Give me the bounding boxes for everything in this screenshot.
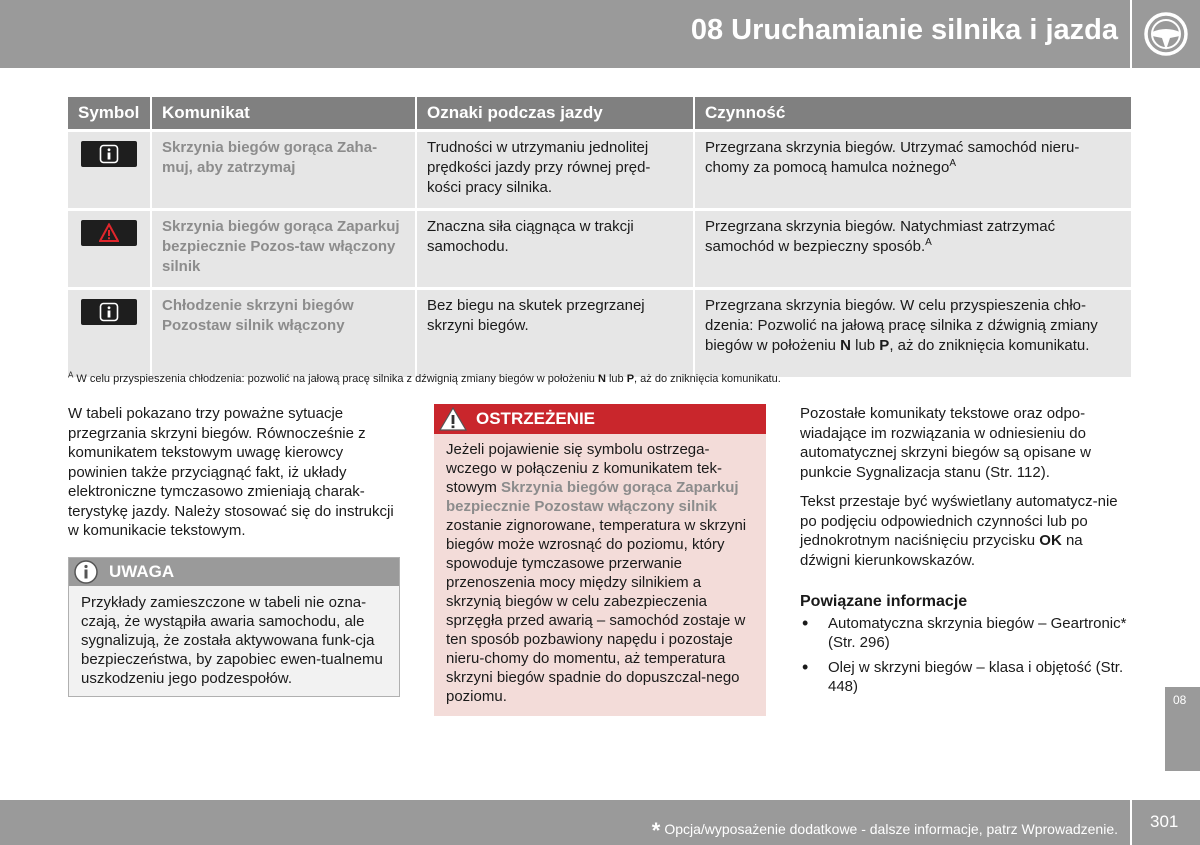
note-body: Przykłady zamieszczone w tabeli nie ozna-czają, że wystąpiła awaria samochodu, ale sygnalizują, że została aktywowana funk-cja bezpieczeństwa, by zapobiec ewen-tualnemu uszkodzeniu jego podzespołów. [81, 594, 383, 687]
intro-paragraph: W tabeli pokazano trzy poważne sytuacje przegrzania skrzyni biegów. Równocześnie z komunikatem tekstowym uwagę kierowcy powinien także przyciągnąć fakt, iż układy elektroniczne tymczasowo zmieniają charak-terystykę jazdy. Należy stosować się do instrukcji w komunikacie tekstowym. [68, 405, 394, 539]
action-cell: Przegrzana skrzynia biegów. Natychmiast zatrzymać samochód w bezpieczny sposób.$^A$ [694, 210, 1131, 289]
chapter-title: 08 Uruchamianie silnika i jazda [690, 14, 1118, 46]
related-link[interactable]: • Automatyczna skrzynia biegów – Geartronic* (Str. 296) [800, 614, 1135, 653]
info-circle-icon [73, 559, 99, 585]
related-info-list [800, 614, 1135, 697]
signs-cell: Znaczna siła ciągnąca w trakcji samochodu. [416, 210, 694, 289]
page-header [0, 0, 1130, 68]
symbol-badge [81, 141, 137, 167]
chapter-side-tab: 08 [1165, 687, 1200, 771]
note-title: UWAGA [109, 562, 175, 581]
footer-note: * Opcja/wyposażenie dodatkowe - dalsze informacje, patrz Wprowadzenie. [651, 818, 1118, 843]
right-paragraph-2: Tekst przestaje być wyświetlany automatycz-nie po podjęciu odpowiednich czynności lub po jednokrotnym naciśnięciu przycisku OK na dźwigni kierunkowskazów. [800, 493, 1118, 569]
column-header: Symbol [68, 97, 151, 131]
info-icon [99, 302, 119, 322]
related-info-title: Powiązane informacje [800, 593, 968, 610]
column-header: Oznaki podczas jazdy [416, 97, 694, 131]
message-table [68, 97, 1131, 377]
message-cell: Skrzynia biegów gorąca Zaha-muj, aby zatrzymaj [151, 131, 416, 210]
symbol-cell [68, 289, 151, 377]
symbol-cell [68, 131, 151, 210]
signs-cell: Trudności w utrzymaniu jednolitej prędkości jazdy przy równej pręd-kości pracy silnika. [416, 131, 694, 210]
message-cell: Chłodzenie skrzyni biegów Pozostaw silnik włączony [151, 289, 416, 377]
page-number: 301 [1150, 812, 1179, 831]
column-header: Komunikat [151, 97, 416, 131]
warning-box [434, 404, 766, 716]
warning-body: Jeżeli pojawienie się symbolu ostrzega-wczego w połączeniu z komunikatem tek-stowym Skrzynia biegów gorąca Zaparkuj bezpiecznie Pozostaw włączony silnik zostanie zignorowane, temperatura w skrzyni biegów może wzrosnąć do poziomu, który spowoduje tymczasowe przerwanie przenoszenia mocy między silnikiem a skrzynią biegów w celu zabezpieczenia sprzęgła przed awarią – samochód zostaje w ten sposób pozbawiony napędu i pozostaje nieru-chomy do momentu, aż temperatura skrzyni biegów spadnie do dopuszczal-nego poziomu. [446, 441, 747, 705]
related-link[interactable]: • Olej w skrzyni biegów – klasa i objętość (Str. 448) [800, 658, 1135, 697]
right-column [800, 404, 1135, 702]
note-box [68, 557, 400, 697]
warning-title: OSTRZEŻENIE [476, 409, 596, 428]
right-paragraph-1: Pozostałe komunikaty tekstowe oraz odpo-wiadające im rozwiązania w odniesieniu do automatycznej skrzyni biegów są opisane w punkcie Sygnalizacja stanu (Str. 112). [800, 405, 1091, 481]
steering-wheel-icon [1142, 10, 1190, 58]
symbol-badge [81, 299, 137, 325]
warning-triangle-icon [99, 223, 119, 243]
chapter-icon-box [1132, 0, 1200, 68]
message-cell: Skrzynia biegów gorąca Zaparkuj bezpiecznie Pozos-taw włączony silnik [151, 210, 416, 289]
note-header [69, 558, 399, 586]
warning-triangle-icon [438, 406, 468, 432]
table-row [68, 131, 1131, 210]
symbol-badge [81, 220, 137, 246]
page-number-box [1132, 800, 1200, 845]
info-icon [99, 144, 119, 164]
left-column [68, 404, 398, 551]
column-header: Czynność [694, 97, 1131, 131]
action-cell: Przegrzana skrzynia biegów. Utrzymać samochód nieru-chomy za pomocą hamulca nożnego$^A$ [694, 131, 1131, 210]
table-header-row [68, 97, 1131, 131]
table-row [68, 210, 1131, 289]
warning-header [434, 404, 766, 434]
action-cell: Przegrzana skrzynia biegów. W celu przyspieszenia chło-dzenia: Pozwolić na jałową pracę silnika z dźwignią zmiany biegów w położeniu N lub P, aż do zniknięcia komunikatu. [694, 289, 1131, 377]
table-footnote: $^A$ W celu przyspieszenia chłodzenia: pozwolić na jałową pracę silnika z dźwignią zmiany biegów w położeniu N lub P, aż do zniknięcia komunikatu. [68, 370, 781, 385]
symbol-cell [68, 210, 151, 289]
signs-cell: Bez biegu na skutek przegrzanej skrzyni biegów. [416, 289, 694, 377]
page-footer [0, 800, 1130, 845]
table-row [68, 289, 1131, 377]
